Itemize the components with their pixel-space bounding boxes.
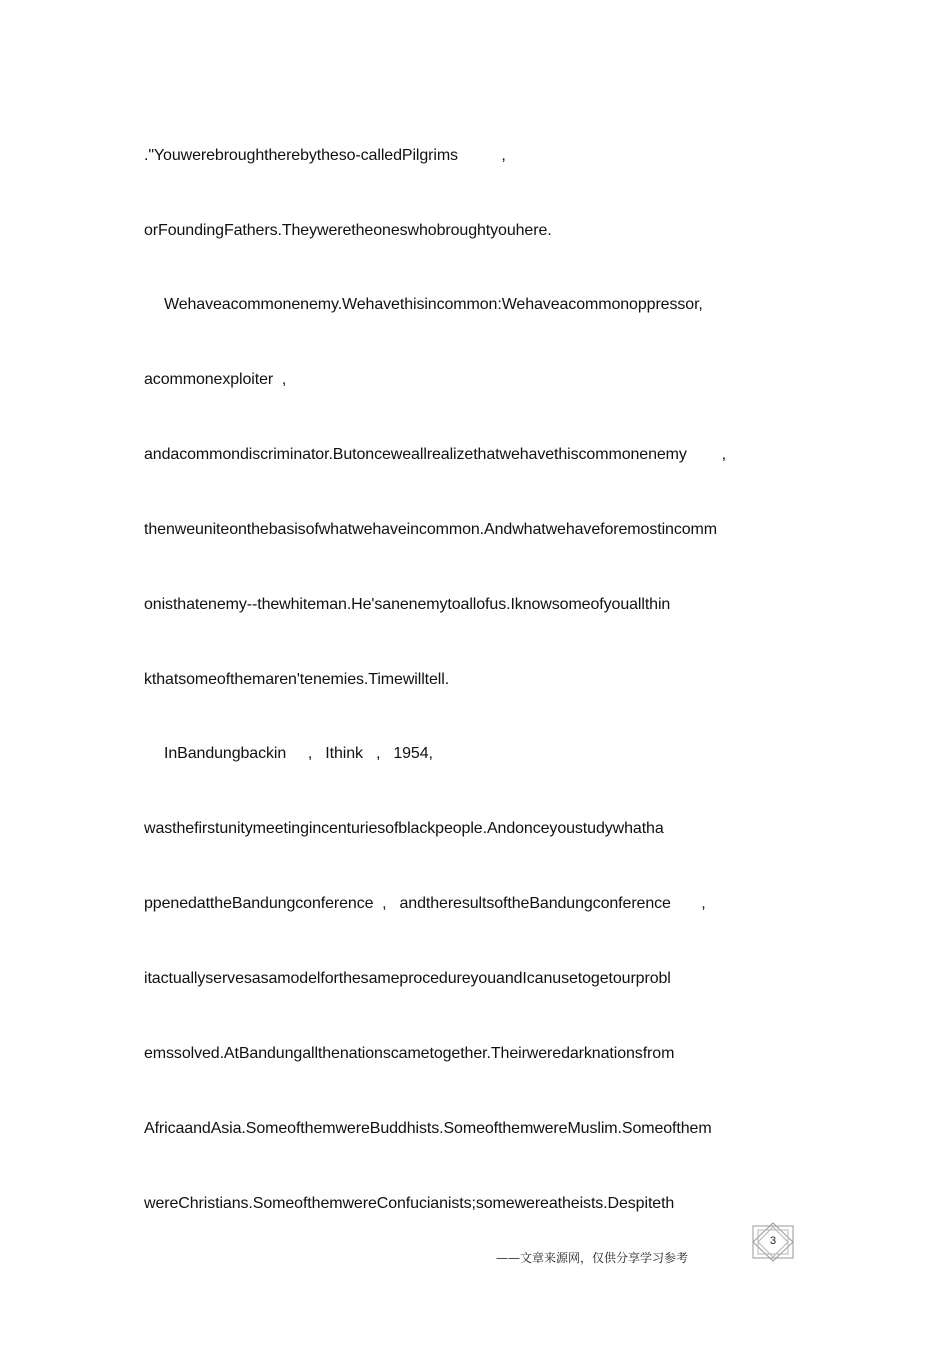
body-line-3: Wehaveacommonenemy.Wehavethisincommon:Wehaveacommonoppressor, [164, 296, 703, 313]
body-line-5: andacommondiscriminator.Butonceweallrealizethatwehavethiscommonenemy , [144, 446, 726, 463]
body-line-9: InBandungbackin , Ithink , 1954, [164, 745, 433, 762]
page-number: 3 [769, 1235, 777, 1247]
body-line-6: thenweuniteonthebasisofwhatwehaveincommon.Andwhatwehaveforemostincomm [144, 521, 717, 538]
body-line-11: ppenedattheBandungconference , andtheresultsoftheBandungconference , [144, 895, 706, 912]
body-line-15: wereChristians.SomeofthemwereConfucianists;somewereatheists.Despiteth [144, 1195, 675, 1212]
footer-source-note: ——文章来源网，仅供分享学习参考 [496, 1251, 689, 1265]
body-line-7: onisthatenemy--thewhiteman.He'sanenemytoallofus.Iknowsomeofyouallthin [144, 596, 671, 613]
body-line-4: acommonexploiter , [144, 371, 287, 388]
body-line-13: emssolved.AtBandungallthenationscametogether.Theirweredarknationsfrom [144, 1045, 675, 1062]
page-number-badge [749, 1222, 797, 1262]
body-line-12: itactuallyservesasamodelforthesameprocedureyouandIcanusetogetourprobl [144, 970, 671, 987]
body-line-14: AfricaandAsia.SomeofthemwereBuddhists.SomeofthemwereMuslim.Someofthem [144, 1120, 712, 1137]
body-line-8: kthatsomeofthemaren'tenemies.Timewilltell. [144, 671, 450, 688]
body-line-10: wasthefirstunitymeetingincenturiesofblackpeople.Andonceyoustudywhatha [144, 820, 664, 837]
body-line-1: ."Youwerebroughtherebytheso-calledPilgrims , [144, 147, 506, 164]
body-line-2: orFoundingFathers.Theyweretheoneswhobroughtyouhere. [144, 222, 552, 239]
